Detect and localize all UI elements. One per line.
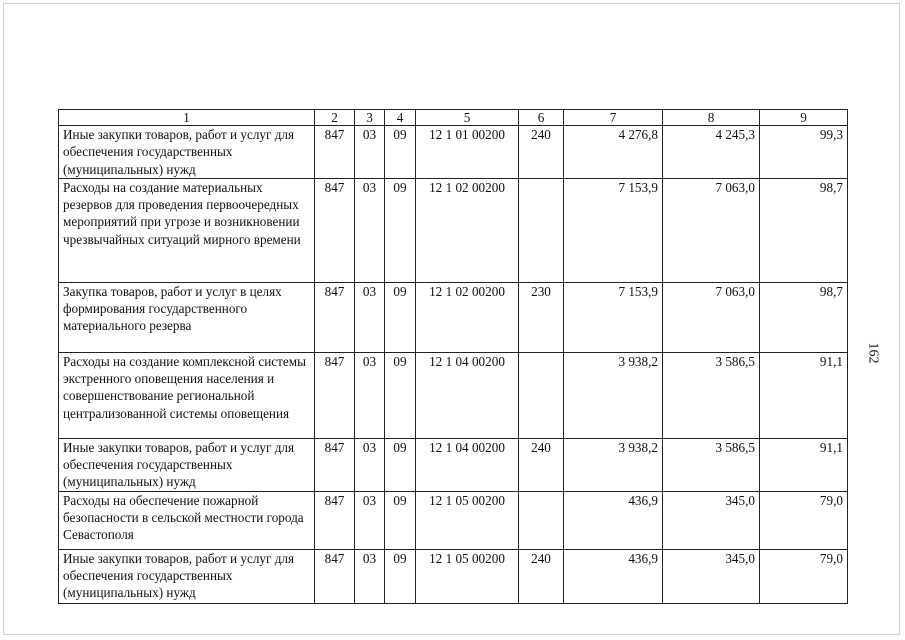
section-code-cell: 03 (355, 282, 385, 352)
actual-amount-cell: 7 063,0 (663, 282, 760, 352)
target-article-cell: 12 1 04 00200 (416, 438, 519, 491)
department-code-cell: 847 (315, 491, 355, 549)
expense-type-cell: 240 (519, 549, 564, 603)
subsection-code-cell: 09 (385, 352, 416, 438)
expense-name-cell: Расходы на создание материальных резервов для проведения первоочередных мероприятий при угрозе и возникновении чрезвычайных ситуаций мирного времени (59, 178, 315, 282)
planned-amount-cell: 436,9 (564, 491, 663, 549)
expense-type-cell: 230 (519, 282, 564, 352)
page-number: 162 (865, 342, 881, 364)
subsection-code-cell: 09 (385, 178, 416, 282)
subsection-code-cell: 09 (385, 282, 416, 352)
column-header: 2 (315, 110, 355, 126)
actual-amount-cell: 7 063,0 (663, 178, 760, 282)
table-row (59, 549, 848, 603)
expense-name-cell: Расходы на обеспечение пожарной безопасности в сельской местности города Севастополя (59, 491, 315, 549)
target-article-cell: 12 1 05 00200 (416, 491, 519, 549)
table-row (59, 282, 848, 352)
actual-amount-cell: 3 586,5 (663, 352, 760, 438)
section-code-cell: 03 (355, 549, 385, 603)
table-row (59, 438, 848, 491)
table-row (59, 491, 848, 549)
department-code-cell: 847 (315, 549, 355, 603)
target-article-cell: 12 1 05 00200 (416, 549, 519, 603)
expense-type-cell: 240 (519, 126, 564, 179)
planned-amount-cell: 436,9 (564, 549, 663, 603)
department-code-cell: 847 (315, 126, 355, 179)
budget-table (58, 109, 848, 604)
section-code-cell: 03 (355, 438, 385, 491)
execution-percent-cell: 91,1 (760, 352, 848, 438)
expense-type-cell: 240 (519, 438, 564, 491)
table-row (59, 178, 848, 282)
execution-percent-cell: 79,0 (760, 491, 848, 549)
expense-type-cell (519, 178, 564, 282)
target-article-cell: 12 1 04 00200 (416, 352, 519, 438)
department-code-cell: 847 (315, 178, 355, 282)
column-header: 1 (59, 110, 315, 126)
department-code-cell: 847 (315, 352, 355, 438)
column-header: 3 (355, 110, 385, 126)
department-code-cell: 847 (315, 282, 355, 352)
planned-amount-cell: 3 938,2 (564, 438, 663, 491)
actual-amount-cell: 345,0 (663, 491, 760, 549)
column-header: 5 (416, 110, 519, 126)
execution-percent-cell: 79,0 (760, 549, 848, 603)
table-row (59, 126, 848, 179)
subsection-code-cell: 09 (385, 491, 416, 549)
subsection-code-cell: 09 (385, 126, 416, 179)
planned-amount-cell: 4 276,8 (564, 126, 663, 179)
execution-percent-cell: 99,3 (760, 126, 848, 179)
planned-amount-cell: 7 153,9 (564, 178, 663, 282)
section-code-cell: 03 (355, 491, 385, 549)
column-header: 6 (519, 110, 564, 126)
expense-type-cell (519, 352, 564, 438)
planned-amount-cell: 7 153,9 (564, 282, 663, 352)
target-article-cell: 12 1 02 00200 (416, 282, 519, 352)
table-row (59, 352, 848, 438)
execution-percent-cell: 91,1 (760, 438, 848, 491)
expense-name-cell: Расходы на создание комплексной системы экстренного оповещения населения и совершенствование региональной централизованной системы оповещения (59, 352, 315, 438)
column-header: 9 (760, 110, 848, 126)
planned-amount-cell: 3 938,2 (564, 352, 663, 438)
column-header: 7 (564, 110, 663, 126)
actual-amount-cell: 3 586,5 (663, 438, 760, 491)
expense-name-cell: Иные закупки товаров, работ и услуг для обеспечения государственных (муниципальных) нужд (59, 549, 315, 603)
subsection-code-cell: 09 (385, 549, 416, 603)
column-header: 4 (385, 110, 416, 126)
target-article-cell: 12 1 01 00200 (416, 126, 519, 179)
expense-name-cell: Закупка товаров, работ и услуг в целях формирования государственного материального резерва (59, 282, 315, 352)
department-code-cell: 847 (315, 438, 355, 491)
target-article-cell: 12 1 02 00200 (416, 178, 519, 282)
expense-name-cell: Иные закупки товаров, работ и услуг для обеспечения государственных (муниципальных) нужд (59, 126, 315, 179)
column-header: 8 (663, 110, 760, 126)
subsection-code-cell: 09 (385, 438, 416, 491)
expense-type-cell (519, 491, 564, 549)
execution-percent-cell: 98,7 (760, 178, 848, 282)
expense-name-cell: Иные закупки товаров, работ и услуг для обеспечения государственных (муниципальных) нужд (59, 438, 315, 491)
section-code-cell: 03 (355, 352, 385, 438)
section-code-cell: 03 (355, 126, 385, 179)
table-header-row (59, 110, 848, 126)
actual-amount-cell: 4 245,3 (663, 126, 760, 179)
execution-percent-cell: 98,7 (760, 282, 848, 352)
section-code-cell: 03 (355, 178, 385, 282)
actual-amount-cell: 345,0 (663, 549, 760, 603)
